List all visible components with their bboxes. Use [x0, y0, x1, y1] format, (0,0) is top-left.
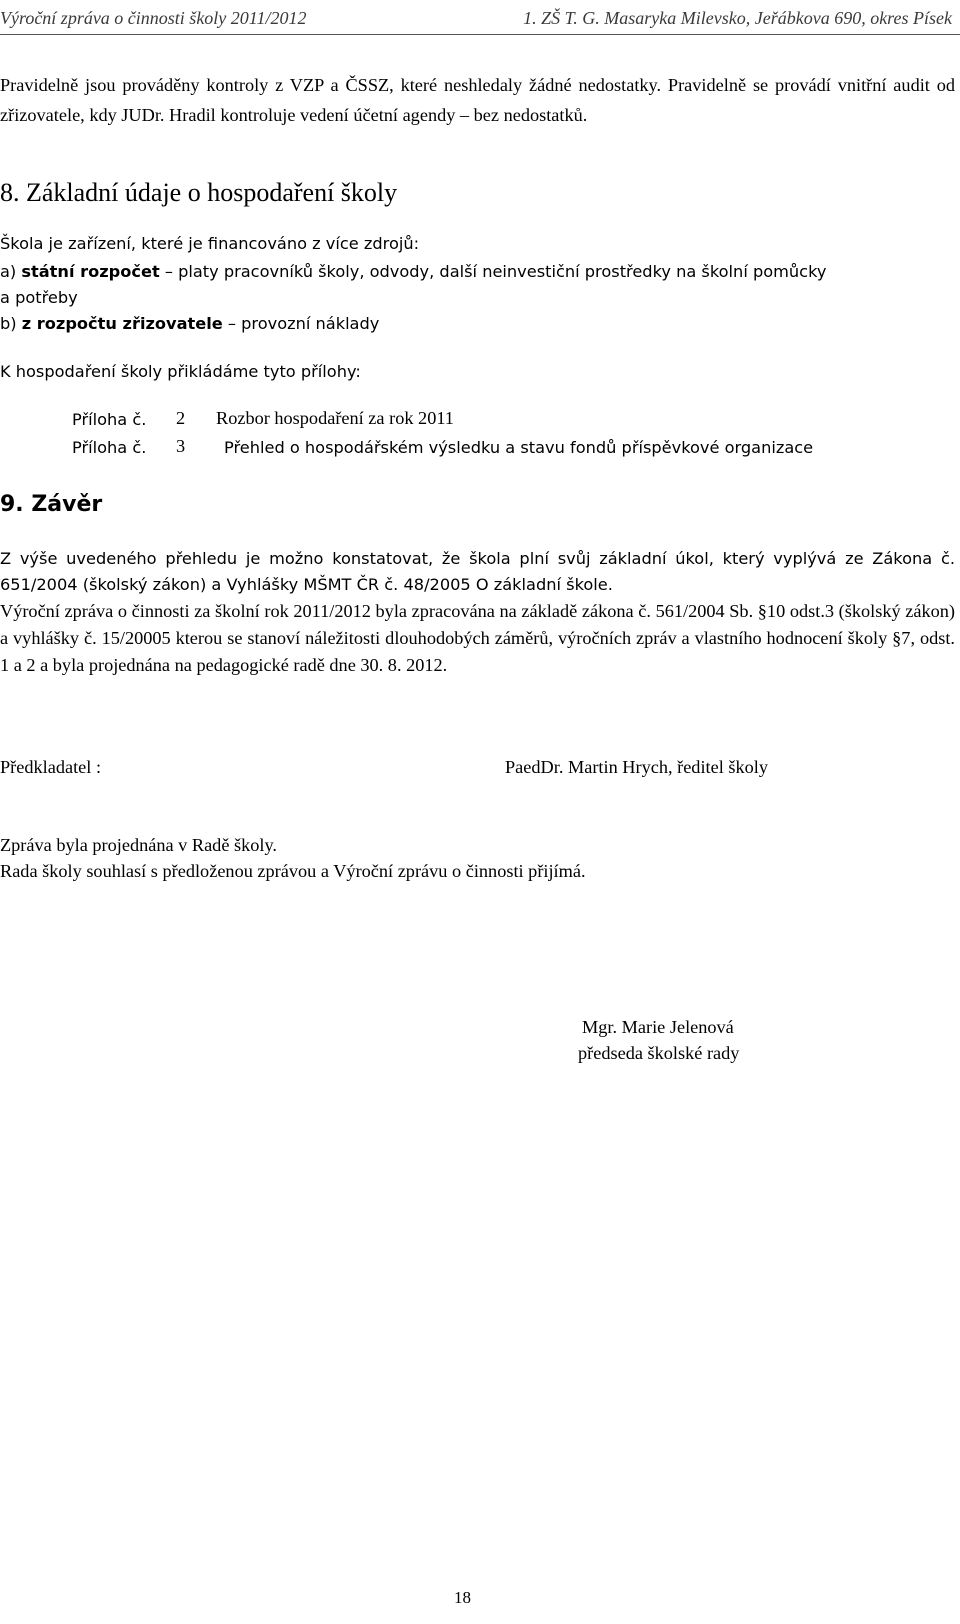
attachment-label: Příloha č.	[72, 438, 147, 457]
attachment-description: Rozbor hospodaření za rok 2011	[216, 408, 454, 428]
funding-item-b	[0, 310, 379, 338]
funding-item-a-text: – platy pracovníků školy, odvody, další neinvestiční prostředky na školní pomůcky	[159, 262, 827, 281]
attachment-description: Přehled o hospodářském výsledku a stavu fondů příspěvkové organizace	[224, 438, 814, 457]
conclusion-paragraph-1: Z výše uvedeného přehledu je možno konstatovat, že škola plní svůj základní úkol, který vyplývá ze Zákona č. 651/2004 (školský zákon) a Vyhlášky MŠMT ČR č. 48/2005 O základní škole.	[0, 549, 955, 594]
page-header	[0, 8, 960, 32]
funding-item-b-bold: z rozpočtu zřizovatele	[21, 314, 223, 333]
funding-item-a-continuation: a potřeby	[0, 288, 78, 307]
header-right-text: 1. ZŠ T. G. Masaryka Milevsko, Jeřábkova 690, okres Písek	[523, 8, 952, 28]
header-rule	[0, 34, 960, 35]
attachment-number: 3	[176, 436, 186, 456]
attachments-intro: K hospodaření školy přikládáme tyto přílohy:	[0, 362, 361, 381]
signature-role: předseda školské rady	[578, 1043, 740, 1063]
section-9-heading: 9. Závěr	[0, 492, 103, 517]
funding-item-b-text: – provozní náklady	[222, 314, 380, 333]
funding-item-a-prefix: a)	[0, 262, 22, 281]
attachment-number: 2	[176, 408, 186, 428]
conclusion-paragraph-2: Výroční zpráva o činnosti za školní rok 2011/2012 byla zpracována na základě zákona č. 561/2004 Sb. §10 odst.3 (školský zákon) a vyhlášky č. 15/20005 kterou se stanoví náležitosti dlouhodobých záměrů, výročních zpráv a vlastního hodnocení školy §7, odst. 1 a 2 a byla projednána na pedagogické radě dne 30. 8. 2012.	[0, 601, 955, 675]
page-number: 18	[454, 1588, 471, 1607]
funding-sources-line: Škola je zařízení, které je financováno z více zdrojů:	[0, 234, 420, 253]
attachment-label: Příloha č.	[72, 410, 147, 429]
intro-paragraph: Pravidelně jsou prováděny kontroly z VZP a ČSSZ, které neshledaly žádné nedostatky. Pravidelně se provádí vnitřní audit od zřizovatele, kdy JUDr. Hradil kontroluje vedení účetní agendy – bez nedostatků.	[0, 75, 955, 125]
funding-item-a-bold: státní rozpočet	[21, 262, 160, 281]
approval-line-1: Zpráva byla projednána v Radě školy.	[0, 835, 278, 855]
section-8-heading: 8. Základní údaje o hospodaření školy	[0, 178, 398, 207]
funding-item-a	[0, 258, 826, 286]
approval-line-2: Rada školy souhlasí s předloženou zprávou a Výroční zprávu o činnosti přijímá.	[0, 861, 586, 881]
header-left-text: Výroční zpráva o činnosti školy 2011/2012	[0, 8, 307, 28]
submitter-label: Předkladatel :	[0, 757, 102, 777]
signature-name: Mgr. Marie Jelenová	[582, 1017, 734, 1037]
submitter-name: PaedDr. Martin Hrych, ředitel školy	[505, 757, 768, 777]
funding-item-b-prefix: b)	[0, 314, 22, 333]
